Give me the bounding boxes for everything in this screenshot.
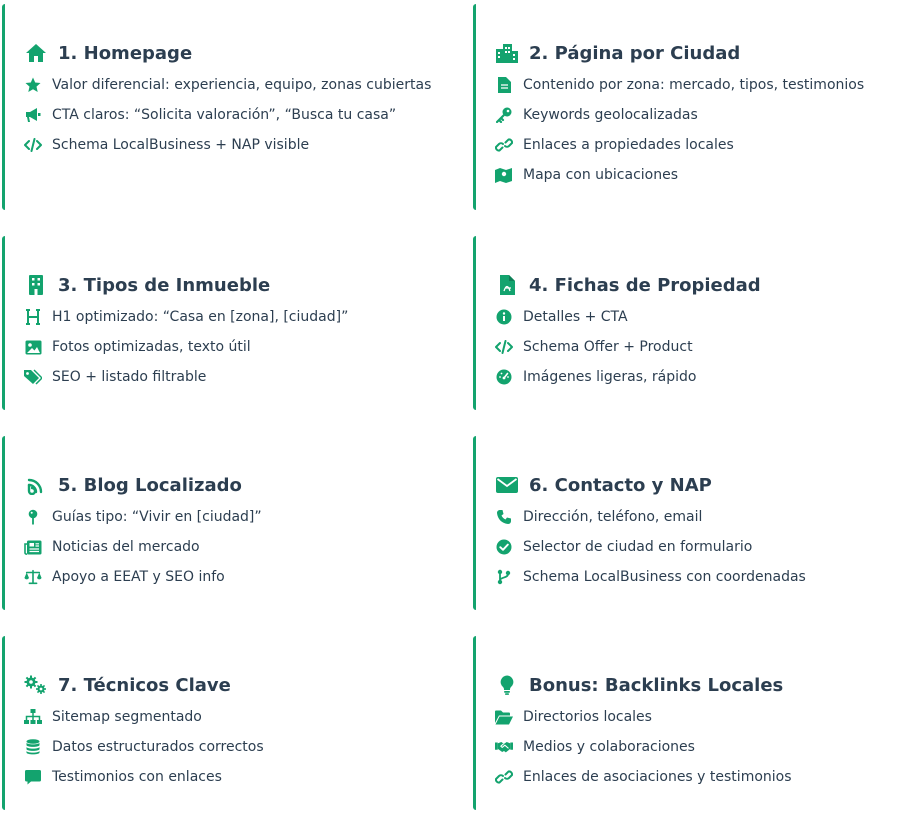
list-item bbox=[24, 532, 442, 562]
card-title bbox=[495, 472, 906, 498]
info-icon bbox=[495, 309, 513, 325]
branch-icon bbox=[495, 569, 513, 585]
newspaper-icon bbox=[24, 539, 42, 555]
code-icon bbox=[24, 137, 42, 153]
image-icon bbox=[24, 339, 42, 355]
list-item bbox=[495, 160, 906, 190]
database-icon bbox=[24, 739, 42, 755]
card-fichas-propiedad bbox=[473, 236, 906, 410]
star-icon bbox=[24, 77, 42, 93]
list-item bbox=[24, 100, 442, 130]
heading-icon bbox=[24, 309, 42, 325]
item-text: Schema LocalBusiness + NAP visible bbox=[52, 137, 310, 153]
folder-open-icon bbox=[495, 709, 513, 725]
list-item bbox=[495, 762, 906, 792]
list-item bbox=[24, 732, 442, 762]
home-icon bbox=[24, 43, 48, 63]
card-title-text: 1. Homepage bbox=[58, 42, 193, 64]
sitemap-icon bbox=[24, 709, 42, 725]
item-text: Fotos optimizadas, texto útil bbox=[52, 339, 251, 355]
file-pdf-icon bbox=[495, 275, 519, 295]
item-text: Enlaces de asociaciones y testimonios bbox=[523, 769, 792, 785]
gauge-icon bbox=[495, 369, 513, 385]
pin-icon bbox=[24, 509, 42, 525]
link-icon bbox=[495, 769, 513, 785]
envelope-icon bbox=[495, 475, 519, 495]
item-text: CTA claros: “Solicita valoración”, “Busca tu casa” bbox=[52, 107, 397, 123]
card-title-text: 2. Página por Ciudad bbox=[529, 42, 741, 64]
item-text: Enlaces a propiedades locales bbox=[523, 137, 734, 153]
list-item bbox=[495, 502, 906, 532]
card-title bbox=[24, 272, 442, 298]
gears-icon bbox=[24, 675, 48, 695]
map-icon bbox=[495, 167, 513, 183]
check-circle-icon bbox=[495, 539, 513, 555]
card-title bbox=[495, 672, 906, 698]
phone-icon bbox=[495, 509, 513, 525]
card-title bbox=[495, 272, 906, 298]
card-title-text: 4. Fichas de Propiedad bbox=[529, 274, 761, 296]
item-text: Keywords geolocalizadas bbox=[523, 107, 698, 123]
list-item bbox=[495, 70, 906, 100]
blog-icon bbox=[24, 475, 48, 495]
city-icon bbox=[495, 43, 519, 63]
item-text: Schema Offer + Product bbox=[523, 339, 693, 355]
megaphone-icon bbox=[24, 107, 42, 123]
item-text: Dirección, teléfono, email bbox=[523, 509, 703, 525]
card-title bbox=[495, 40, 906, 66]
item-text: Testimonios con enlaces bbox=[52, 769, 222, 785]
list-item bbox=[495, 702, 906, 732]
item-text: Detalles + CTA bbox=[523, 309, 628, 325]
list-item bbox=[495, 100, 906, 130]
code-icon bbox=[495, 339, 513, 355]
card-title-text: Bonus: Backlinks Locales bbox=[529, 674, 784, 696]
file-icon bbox=[495, 77, 513, 93]
item-text: Sitemap segmentado bbox=[52, 709, 202, 725]
item-text: Noticias del mercado bbox=[52, 539, 200, 555]
card-title-text: 6. Contacto y NAP bbox=[529, 474, 712, 496]
tags-icon bbox=[24, 369, 42, 385]
list-item bbox=[495, 562, 906, 592]
list-item bbox=[495, 732, 906, 762]
item-text: Datos estructurados correctos bbox=[52, 739, 264, 755]
list-item bbox=[495, 130, 906, 160]
card-blog-localizado bbox=[2, 436, 442, 610]
card-title bbox=[24, 472, 442, 498]
list-item bbox=[495, 302, 906, 332]
item-text: Schema LocalBusiness con coordenadas bbox=[523, 569, 806, 585]
card-homepage bbox=[2, 4, 442, 210]
card-title bbox=[24, 40, 442, 66]
link-icon bbox=[495, 137, 513, 153]
list-item bbox=[24, 362, 442, 392]
list-item bbox=[24, 562, 442, 592]
card-tipos-inmueble bbox=[2, 236, 442, 410]
item-text: Mapa con ubicaciones bbox=[523, 167, 679, 183]
item-text: H1 optimizado: “Casa en [zona], [ciudad]” bbox=[52, 309, 349, 325]
item-text: SEO + listado filtrable bbox=[52, 369, 207, 385]
list-item bbox=[24, 302, 442, 332]
item-text: Medios y colaboraciones bbox=[523, 739, 695, 755]
comment-icon bbox=[24, 769, 42, 785]
card-pagina-ciudad bbox=[473, 4, 906, 210]
list-item bbox=[24, 130, 442, 160]
list-item bbox=[495, 332, 906, 362]
card-title-text: 3. Tipos de Inmueble bbox=[58, 274, 271, 296]
list-item bbox=[24, 332, 442, 362]
item-text: Apoyo a EEAT y SEO info bbox=[52, 569, 225, 585]
item-text: Imágenes ligeras, rápido bbox=[523, 369, 697, 385]
list-item bbox=[495, 362, 906, 392]
item-text: Valor diferencial: experiencia, equipo, zonas cubiertas bbox=[52, 77, 432, 93]
card-title-text: 7. Técnicos Clave bbox=[58, 674, 231, 696]
item-text: Guías tipo: “Vivir en [ciudad]” bbox=[52, 509, 262, 525]
handshake-icon bbox=[495, 739, 513, 755]
list-item bbox=[24, 762, 442, 792]
card-tecnicos-clave bbox=[2, 636, 442, 810]
list-item bbox=[24, 702, 442, 732]
list-item bbox=[24, 502, 442, 532]
list-item bbox=[24, 70, 442, 100]
lightbulb-icon bbox=[495, 675, 519, 695]
card-contacto-nap bbox=[473, 436, 906, 610]
key-icon bbox=[495, 107, 513, 123]
card-title-text: 5. Blog Localizado bbox=[58, 474, 242, 496]
scale-icon bbox=[24, 569, 42, 585]
item-text: Directorios locales bbox=[523, 709, 652, 725]
item-text: Selector de ciudad en formulario bbox=[523, 539, 753, 555]
item-text: Contenido por zona: mercado, tipos, testimonios bbox=[523, 77, 865, 93]
card-title bbox=[24, 672, 442, 698]
building-icon bbox=[24, 275, 48, 295]
card-bonus-backlinks bbox=[473, 636, 906, 810]
list-item bbox=[495, 532, 906, 562]
